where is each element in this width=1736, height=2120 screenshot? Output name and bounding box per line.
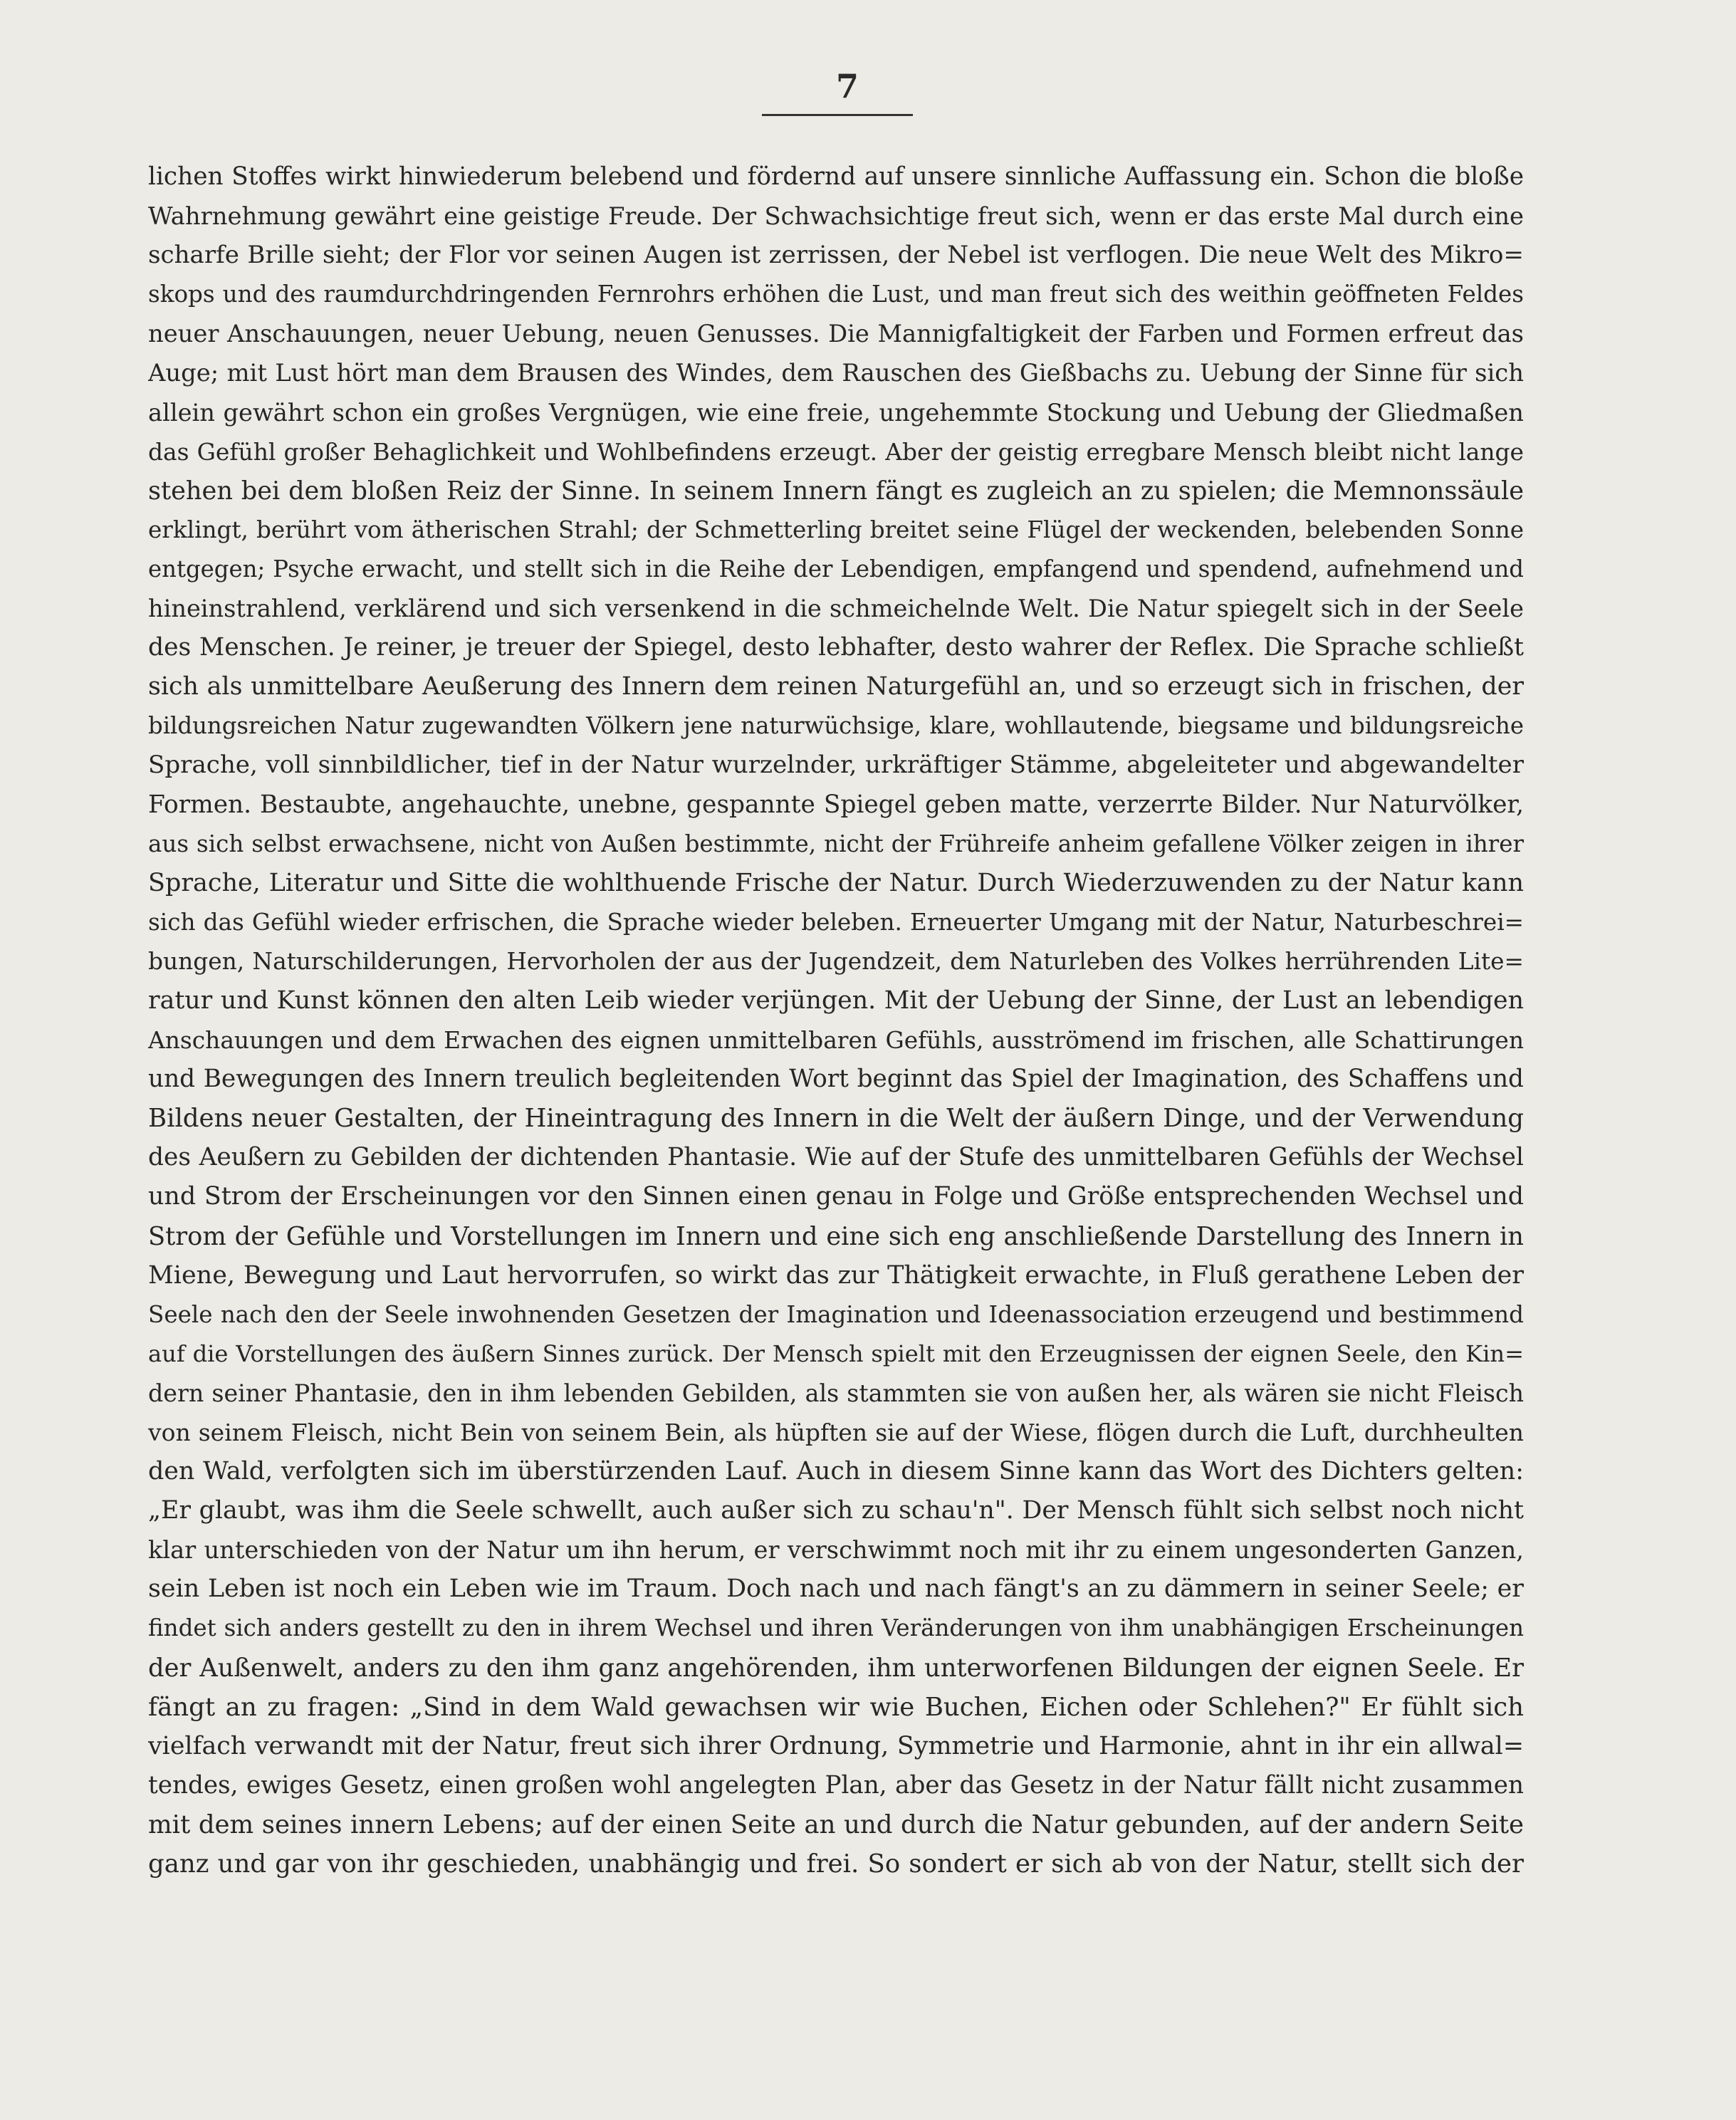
text-line: klar unterschieden von der Natur um ihn herum, er verschwimmt noch mit ihr zu einem ungesonderten Ganzen, bbox=[148, 1536, 1524, 1565]
text-line: der Außenwelt, anders zu den ihm ganz angehörenden, ihm unterworfenen Bildungen der eignen Seele. Er bbox=[148, 1653, 1524, 1683]
text-line: bildungsreichen Natur zugewandten Völkern jene naturwüchsige, klare, wohllautende, biegsame und bildungsreiche bbox=[148, 712, 1524, 740]
text-line: dern seiner Phantasie, den in ihm lebenden Gebilden, als stammten sie von außen her, als wären sie nicht Fleisch bbox=[148, 1379, 1524, 1407]
text-line: bungen, Naturschilderungen, Hervorholen der aus der Jugendzeit, dem Naturleben des Volkes herrührenden Lite= bbox=[148, 947, 1524, 975]
text-line: und Bewegungen des Innern treulich begleitenden Wort beginnt das Spiel der Imagination, des Schaffens und bbox=[148, 1065, 1524, 1094]
text-line: Wahrnehmung gewährt eine geistige Freude. Der Schwachsichtige freut sich, wenn er das erste Mal durch eine bbox=[148, 202, 1524, 231]
text-line: Auge; mit Lust hört man dem Brausen des Windes, dem Rauschen des Gießbachs zu. Uebung der Sinne für sich bbox=[148, 359, 1524, 387]
text-line: allein gewährt schon ein großes Vergnügen, wie eine freie, ungehemmte Stockung und Uebung der Gliedmaßen bbox=[148, 398, 1524, 427]
text-line: erklingt, berührt vom ätherischen Strahl; der Schmetterling breitet seine Flügel der weckenden, belebenden Sonne bbox=[148, 516, 1524, 543]
text-line: das Gefühl großer Behaglichkeit und Wohlbefindens erzeugt. Aber der geistig erregbare Mensch bleibt nicht lange bbox=[148, 437, 1524, 466]
text-line: tendes, ewiges Gesetz, einen großen wohl angelegten Plan, aber das Gesetz in der Natur fällt nicht zusammen bbox=[148, 1770, 1524, 1800]
text-line: Seele nach den der Seele inwohnenden Gesetzen der Imagination und Ideenassociation erzeugend und bestimmend bbox=[148, 1300, 1524, 1328]
text-line: Anschauungen und dem Erwachen des eignen unmittelbaren Gefühls, ausströmend im frischen, alle Schattirungen bbox=[148, 1026, 1524, 1055]
text-line: „Er glaubt, was ihm die Seele schwellt, auch außer sich zu schau'n". Der Mensch fühlt sich selbst noch nicht bbox=[148, 1496, 1524, 1525]
text-line: sich als unmittelbare Aeußerung des Innern dem reinen Naturgefühl an, und so erzeugt sich in frischen, der bbox=[148, 672, 1524, 701]
body-text bbox=[148, 157, 1524, 1884]
text-line: scharfe Brille sieht; der Flor vor seinen Augen ist zerrissen, der Nebel ist verflogen. Die neue Welt des Mikro= bbox=[148, 241, 1524, 270]
page-number: 7 bbox=[835, 67, 859, 105]
text-line: lichen Stoffes wirkt hinwiederum belebend und fördernd auf unsere sinnliche Auffassung ein. Schon die bloße bbox=[148, 162, 1524, 191]
text-line: entgegen; Psyche erwacht, und stellt sich in die Reihe der Lebendigen, empfangend und spendend, aufnehmend und bbox=[148, 555, 1524, 583]
text-line: skops und des raumdurchdringenden Fernrohrs erhöhen die Lust, und man freut sich des weithin geöffneten Feldes bbox=[148, 281, 1524, 308]
text-line: vielfach verwandt mit der Natur, freut sich ihrer Ordnung, Symmetrie und Harmonie, ahnt in ihr ein allwal= bbox=[148, 1731, 1524, 1760]
header-rule bbox=[762, 114, 913, 116]
text-line: Miene, Bewegung und Laut hervorrufen, so wirkt das zur Thätigkeit erwachte, in Fluß gerathene Leben der bbox=[148, 1260, 1524, 1290]
text-line: auf die Vorstellungen des äußern Sinnes zurück. Der Mensch spielt mit den Erzeugnissen der eignen Seele, den Kin= bbox=[148, 1340, 1524, 1367]
text-line: sich das Gefühl wieder erfrischen, die Sprache wieder beleben. Erneuerter Umgang mit der Natur, Naturbeschrei= bbox=[148, 908, 1524, 936]
text-line: hineinstrahlend, verklärend und sich versenkend in die schmeichelnde Welt. Die Natur spiegelt sich in der Seele bbox=[148, 595, 1524, 623]
text-line: fängt an zu fragen: „Sind in dem Wald gewachsen wir wie Buchen, Eichen oder Schlehen?" Er fühlt sich bbox=[148, 1692, 1524, 1722]
text-line: aus sich selbst erwachsene, nicht von Außen bestimmte, nicht der Frühreife anheim gefallene Völker zeigen in ihrer bbox=[148, 830, 1524, 857]
text-line: Formen. Bestaubte, angehauchte, unebne, gespannte Spiegel geben matte, verzerrte Bilder. Nur Naturvölker, bbox=[148, 790, 1524, 819]
text-line: findet sich anders gestellt zu den in ihrem Wechsel und ihren Veränderungen von ihm unabhängigen Erscheinungen bbox=[148, 1614, 1524, 1642]
text-line: ratur und Kunst können den alten Leib wieder verjüngen. Mit der Uebung der Sinne, der Lust an lebendigen bbox=[148, 986, 1524, 1015]
text-line: Sprache, voll sinnbildlicher, tief in der Natur wurzelnder, urkräftiger Stämme, abgeleiteter und abgewandelter bbox=[148, 751, 1524, 780]
text-line: stehen bei dem bloßen Reiz der Sinne. In seinem Innern fängt es zugleich an zu spielen; die Memnonssäule bbox=[148, 476, 1524, 506]
text-line: von seinem Fleisch, nicht Bein von seinem Bein, als hüpften sie auf der Wiese, flögen durch die Luft, durchheulten bbox=[148, 1419, 1524, 1446]
text-line: mit dem seines innern Lebens; auf der einen Seite an und durch die Natur gebunden, auf der andern Seite bbox=[148, 1810, 1524, 1839]
text-line: Strom der Gefühle und Vorstellungen im Innern und eine sich eng anschließende Darstellung des Innern in bbox=[148, 1221, 1524, 1251]
text-line: neuer Anschauungen, neuer Uebung, neuen Genusses. Die Mannigfaltigkeit der Farben und Formen erfreut das bbox=[148, 320, 1524, 348]
text-line: ganz und gar von ihr geschieden, unabhängig und frei. So sondert er sich ab von der Natur, stellt sich der bbox=[148, 1849, 1524, 1879]
text-line: Sprache, Literatur und Sitte die wohlthuende Frische der Natur. Durch Wiederzuwenden zu der Natur kann bbox=[148, 868, 1524, 897]
text-line: Bildens neuer Gestalten, der Hineintragung des Innern in die Welt der äußern Dinge, und der Verwendung bbox=[148, 1104, 1524, 1134]
text-line: sein Leben ist noch ein Leben wie im Traum. Doch nach und nach fängt's an zu dämmern in seiner Seele; er bbox=[148, 1575, 1524, 1604]
text-line: des Aeußern zu Gebilden der dichtenden Phantasie. Wie auf der Stufe des unmittelbaren Gefühls der Wechsel bbox=[148, 1143, 1524, 1172]
text-line: des Menschen. Je reiner, je treuer der Spiegel, desto lebhafter, desto wahrer der Reflex. Die Sprache schließt bbox=[148, 633, 1524, 662]
text-line: den Wald, verfolgten sich im überstürzenden Lauf. Auch in diesem Sinne kann das Wort des Dichters gelten: bbox=[148, 1457, 1524, 1486]
text-line: und Strom der Erscheinungen vor den Sinnen einen genau in Folge und Größe entsprechenden Wechsel und bbox=[148, 1182, 1524, 1211]
